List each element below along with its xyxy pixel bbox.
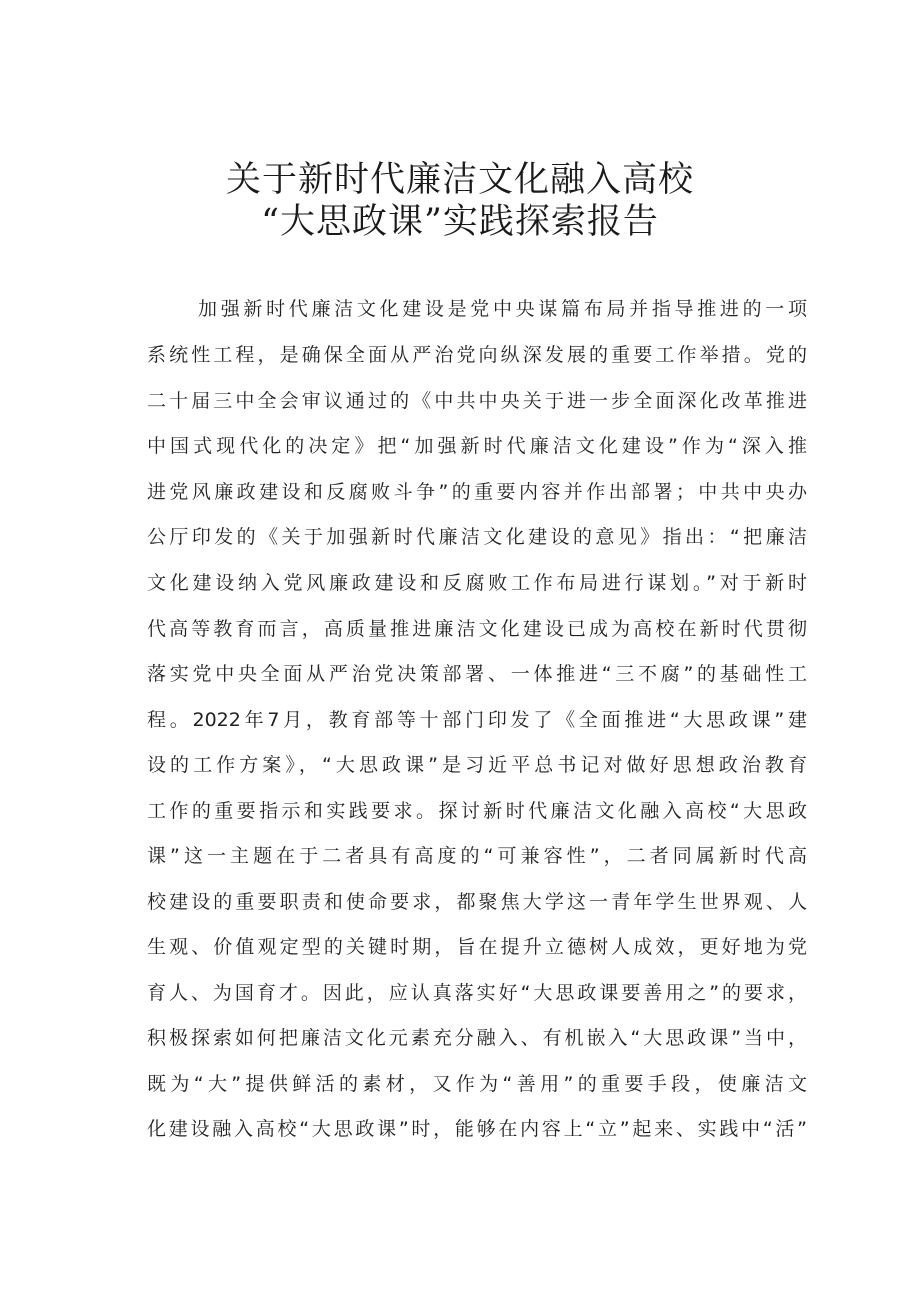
body-line: 代高等教育而言，高质量推进廉洁文化建设已成为高校在新时代贯彻 [147,618,807,640]
body-line: 文化建设纳入党风廉政建设和反腐败工作布局进行谋划。”对于新时 [147,572,807,594]
body-line: 化建设融入高校“大思政课”时，能够在内容上“立”起来、实践中“活” [147,1118,807,1140]
body-line: 课”这一主题在于二者具有高度的“可兼容性”，二者同属新时代高 [147,845,807,867]
body-line: 程。2022年7月，教育部等十部门印发了《全面推进“大思政课”建 [147,709,807,731]
body-line: 二十届三中全会审议通过的《中共中央关于进一步全面深化改革推进 [147,390,807,412]
body-line: 系统性工程，是确保全面从严治党向纵深发展的重要工作举措。党的 [147,344,807,366]
body-line: 落实党中央全面从严治党决策部署、一体推进“三不腐”的基础性工 [147,663,807,685]
body-line: 校建设的重要职责和使命要求，都聚焦大学这一青年学生世界观、人 [147,891,807,913]
body-line: 生观、价值观定型的关键时期，旨在提升立德树人成效，更好地为党 [147,936,807,958]
body-line: 进党风廉政建设和反腐败斗争”的重要内容并作出部署；中共中央办 [147,481,807,503]
document-title-line-1: 关于新时代廉洁文化融入高校 [225,160,694,200]
body-line: 设的工作方案》，“大思政课”是习近平总书记对做好思想政治教育 [147,754,807,776]
body-line: 育人、为国育才。因此，应认真落实好“大思政课要善用之”的要求， [147,982,807,1004]
body-line: 中国式现代化的决定》把“加强新时代廉洁文化建设”作为“深入推 [147,435,807,457]
body-line: 加强新时代廉洁文化建设是党中央谋篇布局并指导推进的一项 [198,298,807,320]
body-line: 积极探索如何把廉洁文化元素充分融入、有机嵌入“大思政课”当中， [147,1027,807,1049]
document-title-line-2: “大思政课”实践探索报告 [261,202,659,242]
body-line: 工作的重要指示和实践要求。探讨新时代廉洁文化融入高校“大思政 [147,800,807,822]
body-line: 既为“大”提供鲜活的素材，又作为“善用”的重要手段，使廉洁文 [147,1073,807,1095]
body-line: 公厅印发的《关于加强新时代廉洁文化建设的意见》指出：“把廉洁 [147,526,807,548]
